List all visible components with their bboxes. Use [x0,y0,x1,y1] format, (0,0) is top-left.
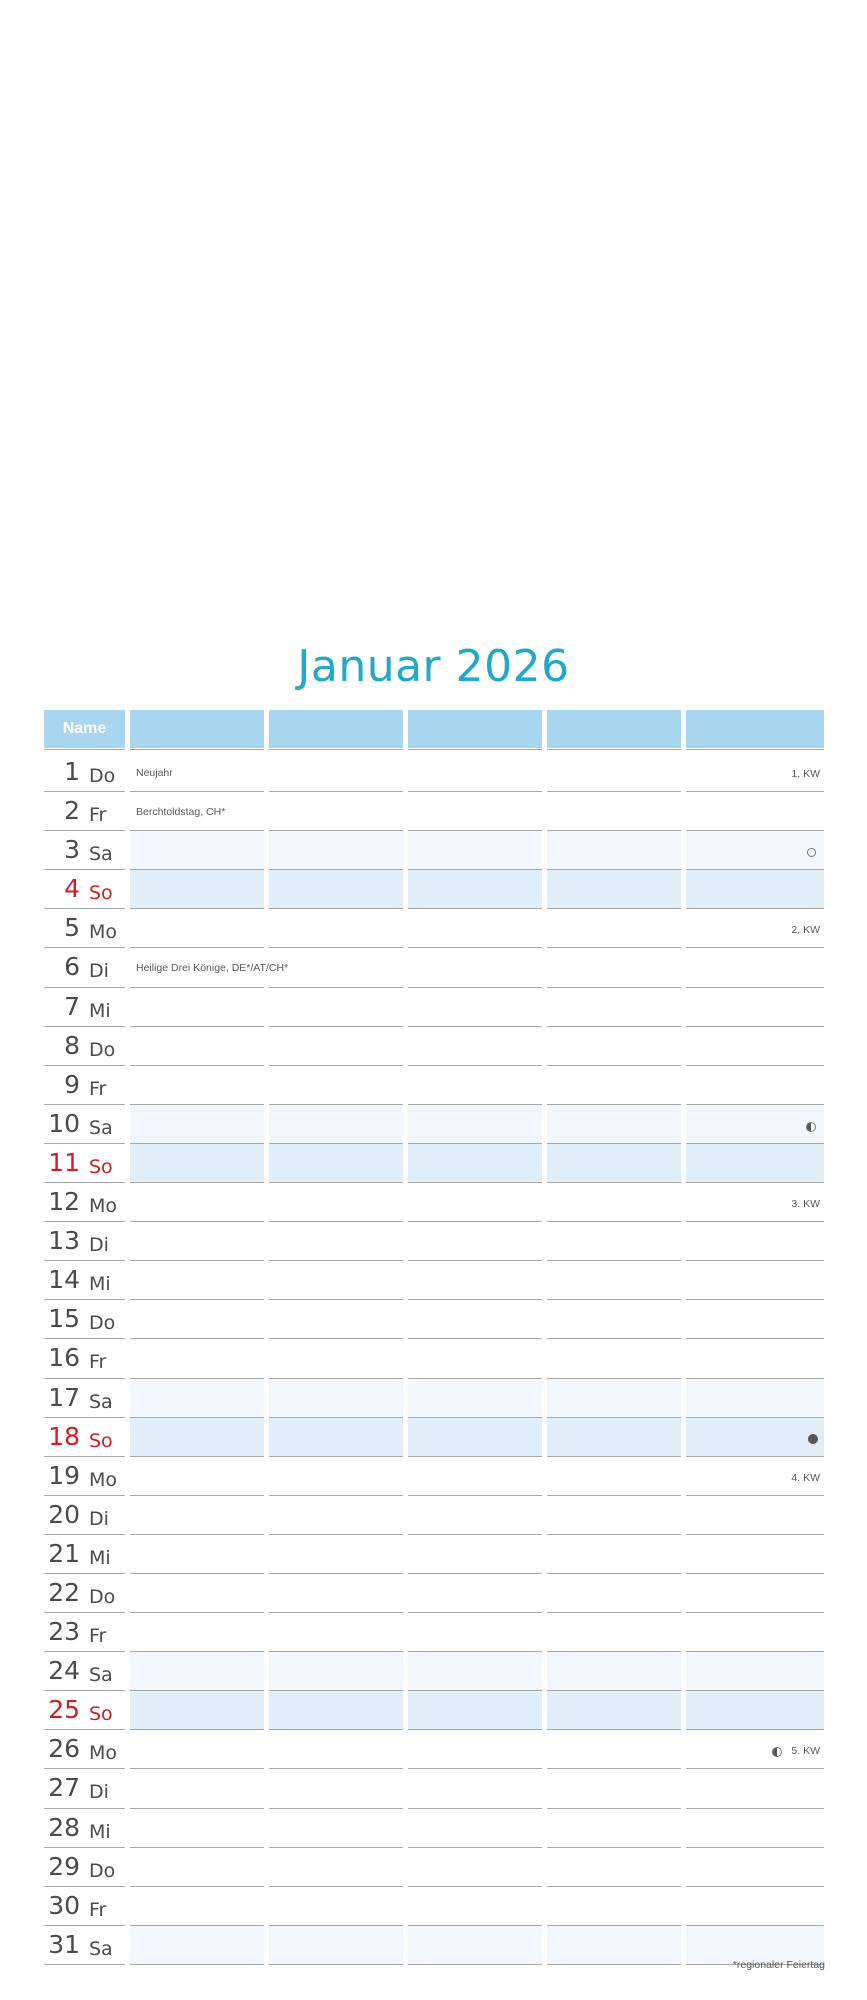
entry-cell-3[interactable] [408,948,542,987]
day-row [44,1105,824,1144]
entry-cell-3[interactable] [408,1144,542,1183]
day-number: 30 [48,1890,80,1920]
calendar-week-label: 2. KW [791,924,820,937]
day-number: 16 [48,1343,80,1373]
day-number: 2 [64,796,80,826]
entry-cell-1[interactable] [130,1339,264,1378]
entry-cell-2[interactable] [269,1848,403,1887]
entry-cell-3[interactable] [408,1691,542,1730]
entry-cell-3[interactable] [408,988,542,1027]
calendar-week-label: 3. KW [791,1198,820,1211]
person-column-header-3[interactable] [408,710,542,748]
weekday-label: So [89,882,113,905]
entry-cell-2[interactable] [269,1457,403,1496]
entry-cell-1[interactable] [130,1769,264,1808]
day-row [44,909,824,948]
day-row [44,1222,824,1261]
entry-cell-4[interactable] [547,831,681,870]
entry-cell-4[interactable] [547,1496,681,1535]
entry-cell-2[interactable] [269,753,403,792]
calendar-week-label: 1. KW [791,768,820,780]
entry-cell-4[interactable] [547,1848,681,1887]
entry-cell-3[interactable] [408,1261,542,1300]
entry-cell-2[interactable] [269,948,403,987]
entry-cell-2[interactable] [269,1926,403,1965]
last-quarter-moon-icon [806,1122,816,1132]
entry-cell-5[interactable] [686,831,824,870]
entry-cell-4[interactable] [547,948,681,987]
weekday-label: Do [89,765,116,787]
entry-cell-1[interactable] [130,870,264,909]
entry-cell-2[interactable] [269,792,403,831]
day-row [44,948,824,987]
entry-cell-5[interactable] [686,1848,824,1887]
entry-cell-1[interactable] [130,1848,264,1887]
entry-cell-1[interactable] [130,1105,264,1144]
day-row [44,792,824,831]
entry-cell-5[interactable] [686,870,824,909]
entry-cell-3[interactable] [408,1496,542,1535]
entry-cell-3[interactable] [408,1339,542,1378]
day-number: 6 [64,952,80,982]
entry-cell-5[interactable] [686,1613,824,1652]
holiday-label: Neujahr [136,767,173,779]
weekday-label: So [89,1155,113,1178]
entry-cell-4[interactable] [547,1144,681,1183]
entry-cell-5[interactable] [686,792,824,831]
entry-cell-5[interactable] [686,1144,824,1183]
weekday-label: So [89,1429,113,1452]
entry-cell-2[interactable] [269,1574,403,1613]
entry-cell-1[interactable] [130,1496,264,1535]
day-number: 31 [48,1929,80,1959]
person-column-header-1[interactable] [130,710,264,748]
weekday-label: Sa [89,1937,113,1960]
entry-cell-4[interactable] [547,1730,681,1769]
weekday-label: Do [89,1585,116,1608]
entry-cell-3[interactable] [408,1535,542,1574]
entry-cell-3[interactable] [408,1418,542,1457]
day-number: 9 [64,1069,80,1099]
weekday-label: Di [89,960,109,983]
row-divider [130,1964,264,1965]
weekday-label: Di [89,1507,109,1530]
entry-cell-3[interactable] [408,1926,542,1965]
entry-cell-1[interactable] [130,1300,264,1339]
entry-cell-2[interactable] [269,1300,403,1339]
entry-cell-3[interactable] [408,1730,542,1769]
entry-cell-2[interactable] [269,1379,403,1418]
entry-cell-4[interactable] [547,1379,681,1418]
entry-cell-5[interactable] [686,1418,824,1457]
day-number: 3 [64,835,80,865]
day-number: 18 [48,1421,80,1451]
entry-cell-3[interactable] [408,1809,542,1848]
entry-cell-1[interactable] [130,1926,264,1965]
entry-cell-3[interactable] [408,1183,542,1222]
weekday-label: Mo [89,1468,118,1491]
entry-cell-3[interactable] [408,870,542,909]
weekday-label: Mi [89,1546,111,1569]
entry-cell-4[interactable] [547,1027,681,1066]
entry-cell-2[interactable] [269,988,403,1027]
entry-cell-2[interactable] [269,1691,403,1730]
person-column-header-5[interactable] [686,710,824,748]
entry-cell-2[interactable] [269,1027,403,1066]
entry-cell-1[interactable] [130,1066,264,1105]
entry-cell-1[interactable] [130,831,264,870]
weekday-label: So [89,1703,113,1726]
entry-cell-2[interactable] [269,1809,403,1848]
entry-cell-5[interactable] [686,1300,824,1339]
day-row [44,988,824,1027]
entry-cell-3[interactable] [408,909,542,948]
day-number: 5 [64,913,80,943]
entry-cell-2[interactable] [269,1144,403,1183]
entry-cell-3[interactable] [408,1066,542,1105]
entry-cell-5[interactable] [686,1769,824,1808]
entry-cell-2[interactable] [269,1652,403,1691]
entry-cell-3[interactable] [408,1222,542,1261]
day-number: 24 [48,1656,80,1686]
day-number: 23 [48,1617,80,1647]
entry-cell-5[interactable] [686,1535,824,1574]
row-divider [44,1964,125,1965]
entry-cell-3[interactable] [408,1769,542,1808]
entry-cell-5[interactable] [686,988,824,1027]
entry-cell-4[interactable] [547,1066,681,1105]
entry-cell-1[interactable] [130,1809,264,1848]
entry-cell-5[interactable] [686,1261,824,1300]
day-row [44,831,824,870]
entry-cell-3[interactable] [408,1379,542,1418]
entry-cell-5[interactable] [686,1222,824,1261]
entry-cell-3[interactable] [408,831,542,870]
entry-cell-4[interactable] [547,1926,681,1965]
weekday-label: Di [89,1781,109,1804]
entry-cell-2[interactable] [269,1339,403,1378]
day-row [44,1144,824,1183]
holiday-label: Berchtoldstag, CH* [136,806,226,819]
day-number: 22 [48,1577,80,1607]
entry-cell-1[interactable] [130,1730,264,1769]
entry-cell-3[interactable] [408,1887,542,1926]
day-row [44,1418,824,1457]
entry-cell-1[interactable] [130,1418,264,1457]
weekday-label: Sa [89,1390,113,1413]
day-row [44,1652,824,1691]
entry-cell-2[interactable] [269,1535,403,1574]
name-column-header: Name [44,710,125,748]
day-number: 12 [48,1187,80,1217]
entry-cell-2[interactable] [269,1496,403,1535]
weekday-label: Sa [89,1116,113,1139]
calendar-week-label: 5. KW [791,1745,820,1758]
entry-cell-2[interactable] [269,1105,403,1144]
entry-cell-2[interactable] [269,1222,403,1261]
entry-cell-2[interactable] [269,1613,403,1652]
day-row [44,1457,824,1496]
entry-cell-2[interactable] [269,1261,403,1300]
entry-cell-3[interactable] [408,1574,542,1613]
entry-cell-5[interactable] [686,1105,824,1144]
day-number: 28 [48,1812,80,1842]
day-row [44,1574,824,1613]
entry-cell-1[interactable] [130,1027,264,1066]
day-row [44,1339,824,1378]
day-row [44,1183,824,1222]
day-row [44,1027,824,1066]
weekday-label: Do [89,1038,116,1061]
entry-cell-4[interactable] [547,1769,681,1808]
day-row [44,1926,824,1965]
entry-cell-2[interactable] [269,1769,403,1808]
day-number: 1 [64,757,80,786]
entry-cell-4[interactable] [547,753,681,792]
entry-cell-4[interactable] [547,1613,681,1652]
person-column-header-4[interactable] [547,710,681,748]
entry-cell-2[interactable] [269,831,403,870]
entry-cell-4[interactable] [547,1652,681,1691]
entry-cell-4[interactable] [547,1222,681,1261]
entry-cell-1[interactable] [130,1144,264,1183]
entry-cell-5[interactable] [686,1574,824,1613]
day-row [44,1887,824,1926]
day-number: 17 [48,1382,80,1412]
entry-cell-5[interactable] [686,1066,824,1105]
day-row [44,1809,824,1848]
day-row [44,1300,824,1339]
entry-cell-3[interactable] [408,1300,542,1339]
column-header-row [44,710,824,748]
weekday-label: Mo [89,1195,118,1218]
entry-cell-1[interactable] [130,1613,264,1652]
entry-cell-3[interactable] [408,1105,542,1144]
entry-cell-2[interactable] [269,1887,403,1926]
entry-cell-4[interactable] [547,1339,681,1378]
entry-cell-4[interactable] [547,870,681,909]
entry-cell-4[interactable] [547,1300,681,1339]
entry-cell-1[interactable] [130,988,264,1027]
entry-cell-1[interactable] [130,1379,264,1418]
entry-cell-4[interactable] [547,792,681,831]
entry-cell-4[interactable] [547,1183,681,1222]
entry-cell-4[interactable] [547,909,681,948]
entry-cell-1[interactable] [130,1574,264,1613]
weekday-label: Mi [89,1820,111,1843]
entry-cell-1[interactable] [130,909,264,948]
entry-cell-4[interactable] [547,1105,681,1144]
day-rows [44,753,824,1965]
entry-cell-5[interactable] [686,1691,824,1730]
row-divider [408,1964,542,1965]
day-number: 20 [48,1499,80,1529]
entry-cell-5[interactable] [686,948,824,987]
entry-cell-1[interactable] [130,1222,264,1261]
day-number: 14 [48,1265,80,1295]
day-row [44,1066,824,1105]
day-row [44,1261,824,1300]
entry-cell-4[interactable] [547,1261,681,1300]
entry-cell-3[interactable] [408,792,542,831]
day-row [44,1769,824,1808]
day-row [44,1379,824,1418]
new-moon-icon [808,1434,818,1444]
weekday-label: Do [89,1859,116,1882]
weekday-label: Di [89,1234,109,1257]
day-number: 26 [48,1734,80,1764]
entry-cell-1[interactable] [130,1457,264,1496]
day-number: 13 [48,1226,80,1256]
weekday-label: Fr [89,804,107,827]
row-divider [547,1964,681,1965]
entry-cell-4[interactable] [547,1535,681,1574]
entry-cell-2[interactable] [269,870,403,909]
weekday-label: Sa [89,843,113,866]
entry-cell-3[interactable] [408,753,542,792]
weekday-label: Fr [89,1898,107,1921]
weekday-label: Mo [89,1742,118,1765]
day-number: 29 [48,1851,80,1881]
day-row [44,1535,824,1574]
entry-cell-2[interactable] [269,1066,403,1105]
footnote: *regionaler Feiertag [732,1959,825,1971]
day-number: 25 [48,1695,80,1725]
weekday-label: Sa [89,1664,113,1687]
month-title: Januar 2026 [297,641,570,692]
entry-cell-4[interactable] [547,988,681,1027]
entry-cell-1[interactable] [130,1261,264,1300]
holiday-label: Heilige Drei Könige, DE*/AT/CH* [136,962,289,975]
day-row [44,870,824,909]
weekday-label: Fr [89,1077,107,1100]
day-number: 10 [48,1108,80,1138]
day-row [44,1730,824,1769]
entry-cell-4[interactable] [547,1457,681,1496]
entry-cell-5[interactable] [686,1652,824,1691]
day-number: 21 [48,1538,80,1568]
weekday-label: Fr [89,1625,107,1648]
day-number: 19 [48,1460,80,1490]
day-number: 15 [48,1304,80,1334]
row-divider [269,1964,403,1965]
entry-cell-3[interactable] [408,1027,542,1066]
entry-cell-2[interactable] [269,1183,403,1222]
entry-cell-3[interactable] [408,1457,542,1496]
person-column-header-2[interactable] [269,710,403,748]
entry-cell-5[interactable] [686,1339,824,1378]
day-number: 11 [48,1147,80,1177]
weekday-label: Mo [89,921,118,944]
entry-cell-5[interactable] [686,1027,824,1066]
entry-cell-4[interactable] [547,1809,681,1848]
entry-cell-4[interactable] [547,1574,681,1613]
weekday-label: Mi [89,1273,111,1296]
entry-cell-5[interactable] [686,1809,824,1848]
day-number: 7 [64,991,80,1021]
day-number: 4 [64,874,80,904]
entry-cell-4[interactable] [547,1418,681,1457]
entry-cell-5[interactable] [686,1887,824,1926]
entry-cell-2[interactable] [269,1730,403,1769]
entry-cell-3[interactable] [408,1652,542,1691]
day-row [44,1848,824,1887]
day-row [44,1613,824,1652]
entry-cell-2[interactable] [269,1418,403,1457]
entry-cell-3[interactable] [408,1613,542,1652]
entry-cell-3[interactable] [408,1848,542,1887]
day-row [44,1496,824,1535]
day-row [44,1691,824,1730]
entry-cell-5[interactable] [686,1379,824,1418]
calendar-week-label: 4. KW [791,1471,820,1484]
entry-cell-1[interactable] [130,1183,264,1222]
day-row [44,753,824,792]
entry-cell-1[interactable] [130,1652,264,1691]
entry-cell-1[interactable] [130,1887,264,1926]
entry-cell-4[interactable] [547,1691,681,1730]
entry-cell-4[interactable] [547,1887,681,1926]
entry-cell-2[interactable] [269,909,403,948]
entry-cell-1[interactable] [130,1691,264,1730]
entry-cell-5[interactable] [686,1496,824,1535]
weekday-label: Fr [89,1351,107,1374]
weekday-label: Mi [89,999,111,1022]
day-number: 27 [48,1773,80,1803]
entry-cell-1[interactable] [130,1535,264,1574]
weekday-label: Do [89,1312,116,1335]
day-number: 8 [64,1030,80,1060]
